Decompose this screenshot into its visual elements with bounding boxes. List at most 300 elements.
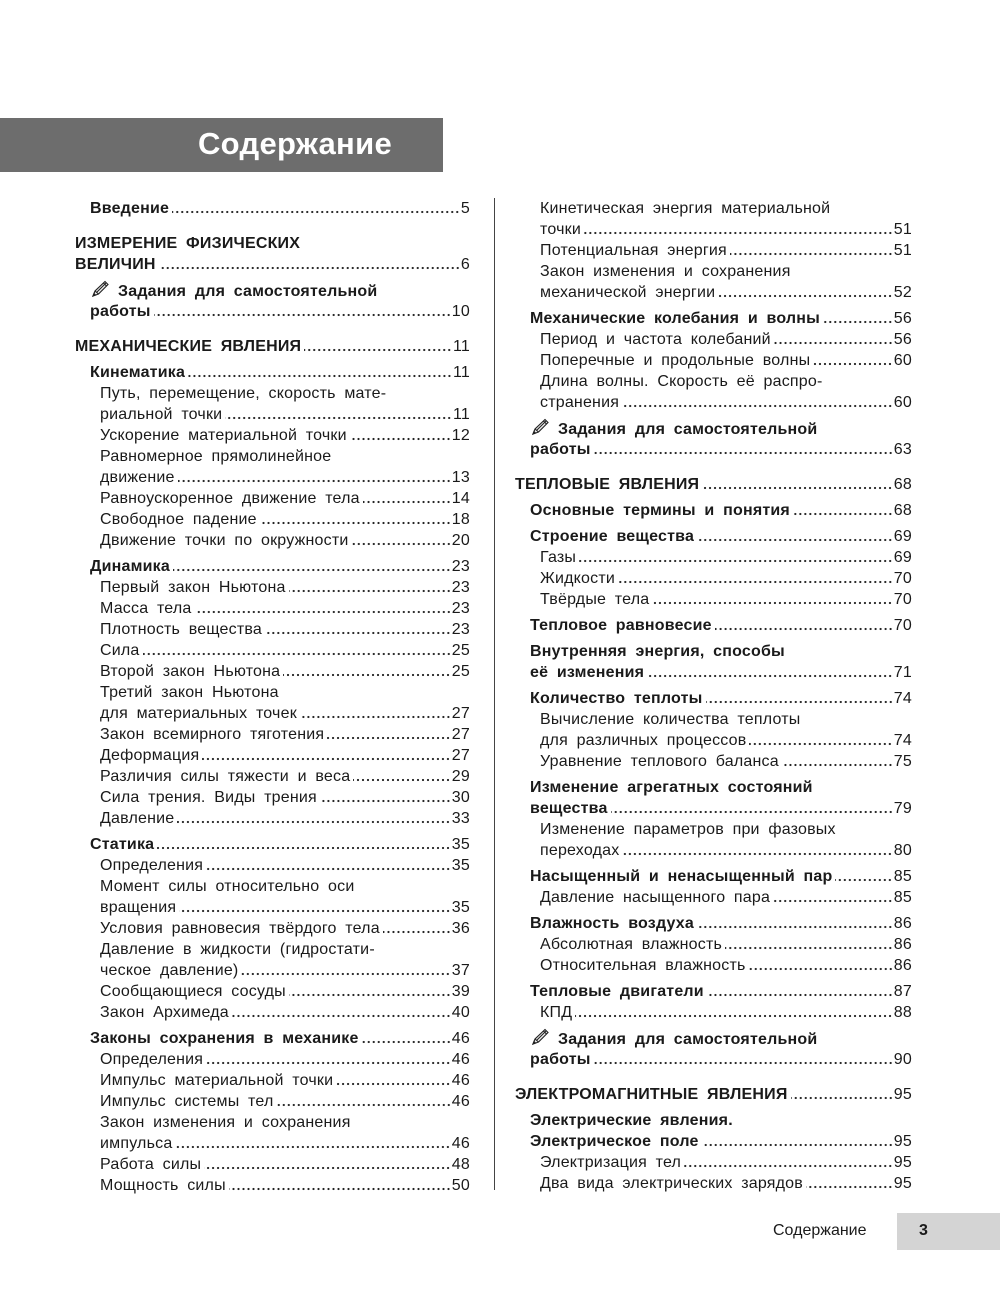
toc-page-number: 46 [451,1051,470,1068]
toc-entry[interactable] [75,1002,470,1023]
toc-entry-text: ческое давление) [100,962,239,979]
toc-entry-last-line [90,301,470,322]
toc-entry[interactable] [515,350,912,371]
toc-entry[interactable] [75,787,470,808]
toc-entry[interactable] [515,913,912,934]
dot-leader [177,820,450,824]
toc-entry-text: Задания для самостоятельной [558,421,818,438]
toc-page-number: 69 [893,549,912,566]
toc-page-number: 70 [893,617,912,634]
toc-entry[interactable] [75,1154,470,1175]
dot-leader [265,631,451,635]
toc-page-number: 86 [893,936,912,953]
toc-entry-last-line [100,530,470,551]
toc-entry[interactable] [75,619,470,640]
toc-entry[interactable] [75,598,470,619]
toc-entry[interactable] [75,198,470,219]
toc-entry-last-line [540,751,912,772]
toc-entry[interactable] [515,955,912,976]
toc-entry-text: её изменения [530,664,645,681]
toc-entry[interactable] [515,777,912,819]
dot-leader [173,568,451,572]
dot-leader [715,627,893,631]
toc-entry-last-line [100,488,470,509]
page-number: 3 [919,1222,928,1239]
toc-page-number: 35 [451,836,470,853]
toc-entry[interactable] [515,500,912,521]
toc-entry-last-line [540,329,912,350]
toc-page-number: 63 [893,441,912,458]
toc-entry-last-line [100,724,470,745]
toc-entry[interactable] [515,547,912,568]
toc-entry-text: ВЕЛИЧИН [75,256,156,273]
toc-entry-last-line [515,474,912,495]
toc-entry[interactable] [515,641,912,683]
toc-page-number: 80 [893,842,912,859]
toc-page-number: 74 [893,732,912,749]
dot-leader [320,799,451,803]
dot-leader [336,1082,451,1086]
toc-entry-last-line [530,798,912,819]
toc-entry-text: странения [540,394,620,411]
dot-leader [579,559,893,563]
toc-entry[interactable] [75,233,470,275]
toc-entry-last-line [100,509,470,530]
toc-entry[interactable] [75,1091,470,1112]
toc-entry[interactable] [515,240,912,261]
toc-entry-text: ТЕПЛОВЫЕ ЯВЛЕНИЯ [515,476,700,493]
toc-page-number: 68 [893,476,912,493]
toc-entry-text: Свободное падение [100,511,257,528]
dot-leader [611,810,893,814]
toc-page-number: 37 [451,962,470,979]
dot-leader [363,500,451,504]
toc-page-number: 36 [451,920,470,937]
toc-entry-text: для различных процессов [540,732,747,749]
dot-leader [179,909,451,913]
toc-entry-line [100,1112,470,1133]
toc-entry-last-line [100,404,470,425]
toc-entry-line [90,280,470,301]
toc-entry-text: Первый закон Ньютона [100,579,286,596]
toc-entry[interactable] [75,745,470,766]
dot-leader [175,1145,450,1149]
toc-entry[interactable] [515,981,912,1002]
toc-entry[interactable] [515,887,912,908]
toc-page-number: 79 [893,800,912,817]
toc-entry-line [100,939,470,960]
toc-entry-last-line [540,547,912,568]
toc-page-number: 18 [451,511,470,528]
toc-page-number: 70 [893,570,912,587]
dot-leader [749,967,893,971]
toc-entry[interactable] [75,509,470,530]
toc-entry-text: Влажность воздуха [530,915,694,932]
toc-entry[interactable] [75,724,470,745]
toc-entry-text: работы [530,441,591,458]
dot-leader [232,1014,451,1018]
toc-entry-text: Механические колебания и волны [530,310,821,327]
toc-page-number: 88 [893,1004,912,1021]
toc-entry[interactable] [75,425,470,446]
toc-page-number: 70 [893,591,912,608]
toc-entry-text: Деформация [100,747,200,764]
toc-entry[interactable] [515,615,912,636]
toc-entry-last-line [100,981,470,1002]
toc-page-number: 90 [893,1051,912,1068]
toc-entry-line [530,1028,912,1049]
dot-leader [172,210,460,214]
toc-entry-text: Ускорение материальной точки [100,427,347,444]
toc-entry[interactable] [515,866,912,887]
toc-entry-text: Изменение агрегатных состояний [530,779,813,796]
toc-entry-last-line [540,955,912,976]
toc-entry-text: вращения [100,899,177,916]
toc-entry[interactable] [75,876,470,918]
toc-entry-last-line [540,589,912,610]
dot-leader [622,852,892,856]
toc-entry-text: Различия силы тяжести и веса [100,768,351,785]
toc-entry[interactable] [75,530,470,551]
toc-entry-last-line [100,703,470,724]
toc-entry-last-line [530,439,912,460]
dot-leader [697,538,893,542]
toc-page-number: 52 [893,284,912,301]
toc-entry[interactable] [75,488,470,509]
column-divider [494,198,495,1190]
dot-leader [594,1061,893,1065]
toc-page-number: 6 [460,256,470,273]
toc-entry[interactable] [75,808,470,829]
dot-leader [383,930,451,934]
toc-page-number: 23 [451,600,470,617]
toc-entry[interactable] [75,939,470,981]
toc-entry-last-line [100,1002,470,1023]
dot-leader [782,763,893,767]
toc-page-number: 27 [451,726,470,743]
toc-entry-last-line [540,282,912,303]
dot-leader [289,993,451,997]
toc-entry[interactable] [75,1028,470,1049]
toc-entry-text: для материальных точек [100,705,297,722]
toc-entry[interactable] [75,766,470,787]
toc-entry[interactable] [515,526,912,547]
toc-entry-text: МЕХАНИЧЕСКИЕ ЯВЛЕНИЯ [75,338,302,355]
dot-leader [835,878,892,882]
toc-entry-last-line [530,913,912,934]
toc-entry[interactable] [75,1049,470,1070]
toc-entry-text: импульса [100,1135,173,1152]
toc-entry[interactable] [515,1110,912,1152]
toc-page-number: 23 [451,621,470,638]
toc-entry-text: Динамика [90,558,170,575]
dot-leader [143,652,451,656]
toc-entry-line [540,709,912,730]
toc-page-number: 27 [451,705,470,722]
toc-page-number: 46 [451,1093,470,1110]
toc-entry-last-line [90,834,470,855]
toc-entry[interactable] [515,589,912,610]
toc-entry-text: вещества [530,800,608,817]
toc-entry-line [530,641,912,662]
toc-entry[interactable] [75,577,470,598]
toc-entry-last-line [530,688,912,709]
toc-column-left [75,198,470,1196]
toc-entry[interactable] [75,661,470,682]
toc-entry-last-line [540,240,912,261]
toc-entry-text: Плотность вещества [100,621,262,638]
toc-page-number: 69 [893,528,912,545]
toc-entry-last-line [530,866,912,887]
dot-leader [206,1061,451,1065]
toc-entry-text: ИЗМЕРЕНИЕ ФИЗИЧЕСКИХ [75,235,301,252]
toc-entry-last-line [540,350,912,371]
toc-entry-text: Второй закон Ньютона [100,663,281,680]
toc-page-number: 85 [893,868,912,885]
dot-leader [697,925,893,929]
toc-entry-text: работы [90,303,151,320]
toc-page-number: 46 [451,1030,470,1047]
toc-page-number: 75 [893,753,912,770]
toc-entry-last-line [530,615,912,636]
toc-entry-text: Твёрдые тела [540,591,650,608]
toc-entry-text: работы [530,1051,591,1068]
toc-page-number: 40 [451,1004,470,1021]
toc-entry-text: Задания для самостоятельной [118,283,378,300]
toc-entry[interactable] [75,640,470,661]
toc-entry[interactable] [75,918,470,939]
dot-leader [260,521,451,525]
toc-entry-text: Сообщающиеся сосуды [100,983,286,1000]
dot-leader [159,266,460,270]
toc-entry-text: Уравнение теплового баланса [540,753,779,770]
toc-entry-last-line [90,362,470,383]
toc-entry[interactable] [75,336,470,357]
dot-leader [157,846,451,850]
toc-entry-text: Строение вещества [530,528,695,545]
toc-entry[interactable] [515,819,912,861]
toc-entry-text: Условия равновесия твёрдого тела [100,920,380,937]
dot-leader [300,715,451,719]
toc-entry-last-line [100,960,470,981]
toc-entry-text: Вычисление количества теплоты [540,711,801,728]
toc-entry-last-line [100,661,470,682]
dot-leader [706,700,893,704]
dot-leader [594,451,893,455]
toc-page-number: 10 [451,303,470,320]
toc-entry[interactable] [75,682,470,724]
toc-entry-last-line [540,1002,912,1023]
toc-entry[interactable] [75,383,470,425]
toc-page-number: 20 [451,532,470,549]
toc-page-number: 39 [451,983,470,1000]
toc-entry[interactable] [75,446,470,488]
toc-entry-text: Насыщенный и ненасыщенный пар [530,868,833,885]
toc-entry[interactable] [515,308,912,329]
toc-entry[interactable] [75,556,470,577]
toc-entry-last-line [540,730,912,751]
toc-entry-line [530,777,912,798]
toc-entry-line [100,682,470,703]
toc-entry[interactable] [515,568,912,589]
toc-entry[interactable] [515,934,912,955]
dot-leader [806,1185,893,1189]
toc-page-number: 51 [893,221,912,238]
toc-page-number: 14 [451,490,470,507]
toc-entry-last-line [540,219,912,240]
toc-entry[interactable] [515,1084,912,1105]
dot-leader [584,231,893,235]
toc-entry-last-line [540,568,912,589]
toc-entry-text: риальной точки [100,406,223,423]
toc-entry[interactable] [515,751,912,772]
dot-leader [725,946,893,950]
toc-entry[interactable] [75,1175,470,1196]
pencil-icon [530,1028,550,1046]
toc-entry-last-line [530,1049,912,1070]
toc-entry-text: Введение [90,200,170,217]
toc-entry-line [540,819,912,840]
toc-entry-last-line [75,254,470,275]
toc-entry-text: Кинематика [90,364,186,381]
toc-entry-text: Движение точки по окружности [100,532,349,549]
toc-entry[interactable] [515,329,912,350]
toc-page-number: 95 [893,1175,912,1192]
dot-leader [773,899,893,903]
toc-entry-last-line [100,425,470,446]
toc-entry[interactable] [75,280,470,322]
toc-page-number: 23 [451,558,470,575]
toc-entry-text: Мощность силы [100,1177,226,1194]
toc-page-number: 11 [452,338,470,355]
dot-leader [327,736,451,740]
toc-entry-text: точки [540,221,581,238]
dot-leader [350,437,451,441]
toc-entry-last-line [540,934,912,955]
dot-leader [647,674,893,678]
toc-entry-last-line [100,577,470,598]
toc-entry-text: Масса тела [100,600,192,617]
toc-entry-text: Давление в жидкости (гидростати- [100,941,375,958]
dot-leader [684,1164,893,1168]
toc-page-number: 60 [893,352,912,369]
toc-entry-line [100,383,470,404]
toc-entry-text: Закон Архимеда [100,1004,229,1021]
dot-leader [229,1187,451,1191]
toc-entry[interactable] [515,688,912,709]
toc-page-number: 29 [451,768,470,785]
toc-entry-last-line [90,556,470,577]
toc-entry[interactable] [75,362,470,383]
toc-entry[interactable] [75,981,470,1002]
dot-leader [618,580,893,584]
toc-entry-text: ЭЛЕКТРОМАГНИТНЫЕ ЯВЛЕНИЯ [515,1086,788,1103]
toc-entry-text: Относительная влажность [540,957,746,974]
toc-entry-text: Закон изменения и сохранения [100,1114,351,1131]
toc-page-number: 95 [893,1154,912,1171]
toc-entry-text: Количество теплоты [530,690,703,707]
toc-entry-text: Равномерное прямолинейное [100,448,332,465]
toc-page-number: 86 [893,957,912,974]
toc-entry-last-line [100,1070,470,1091]
dot-leader [188,374,452,378]
toc-entry[interactable] [75,1112,470,1154]
toc-entry[interactable] [515,1173,912,1194]
toc-entry-text: Статика [90,836,155,853]
dot-leader [730,252,893,256]
toc-entry-text: Определения [100,1051,204,1068]
toc-entry[interactable] [75,855,470,876]
dot-leader [702,486,893,490]
toc-entry-text: Путь, перемещение, скорость мате- [100,385,387,402]
dot-leader [154,313,451,317]
toc-entry-text: Сила [100,642,140,659]
toc-entry-text: Длина волны. Скорость её распро- [540,373,823,390]
toc-page-number: 71 [893,664,912,681]
dot-leader [622,404,893,408]
toc-entry[interactable] [515,198,912,240]
toc-entry-text: Электрическое поле [530,1133,699,1150]
toc-entry[interactable] [515,261,912,303]
toc-entry-last-line [90,1028,470,1049]
toc-page-number: 30 [451,789,470,806]
toc-entry-text: Импульс системы тел [100,1093,274,1110]
toc-entry[interactable] [515,1152,912,1173]
toc-entry[interactable] [515,709,912,751]
toc-entry[interactable] [515,418,912,460]
toc-entry[interactable] [75,1070,470,1091]
toc-page-number: 25 [451,642,470,659]
dot-leader [206,867,451,871]
toc-entry-line [540,198,912,219]
toc-entry-last-line [100,1091,470,1112]
toc-entry[interactable] [515,474,912,495]
dot-leader [791,1096,893,1100]
toc-page-number: 56 [893,331,912,348]
toc-page-number: 35 [451,899,470,916]
toc-entry-last-line [90,198,470,219]
toc-entry[interactable] [75,834,470,855]
toc-entry-text: Тепловое равновесие [530,617,712,634]
toc-entry-line [530,418,912,439]
toc-entry-text: Давление [100,810,175,827]
dot-leader [178,479,451,483]
toc-entry-text: Закон всемирного тяготения [100,726,325,743]
toc-entry-text: Законы сохранения в механике [90,1030,359,1047]
toc-entry-line [100,446,470,467]
dot-leader [204,1166,451,1170]
page-title: Содержание [198,126,392,161]
toc-entry-line [530,1110,912,1131]
toc-page-number: 51 [893,242,912,259]
toc-entry[interactable] [515,371,912,413]
toc-entry-last-line [100,766,470,787]
toc-page-number: 33 [451,810,470,827]
toc-entry-last-line [100,1049,470,1070]
toc-page-number: 95 [893,1086,912,1103]
toc-entry-last-line [100,918,470,939]
dot-leader [774,341,893,345]
dot-leader [362,1040,451,1044]
toc-entry[interactable] [515,1002,912,1023]
toc-page-number: 12 [451,427,470,444]
page-title-banner [0,118,443,172]
dot-leader [225,416,452,420]
toc-entry[interactable] [515,1028,912,1070]
toc-entry-text: Два вида электрических зарядов [540,1175,803,1192]
toc-page-number: 95 [893,1133,912,1150]
toc-entry-text: Третий закон Ньютона [100,684,279,701]
